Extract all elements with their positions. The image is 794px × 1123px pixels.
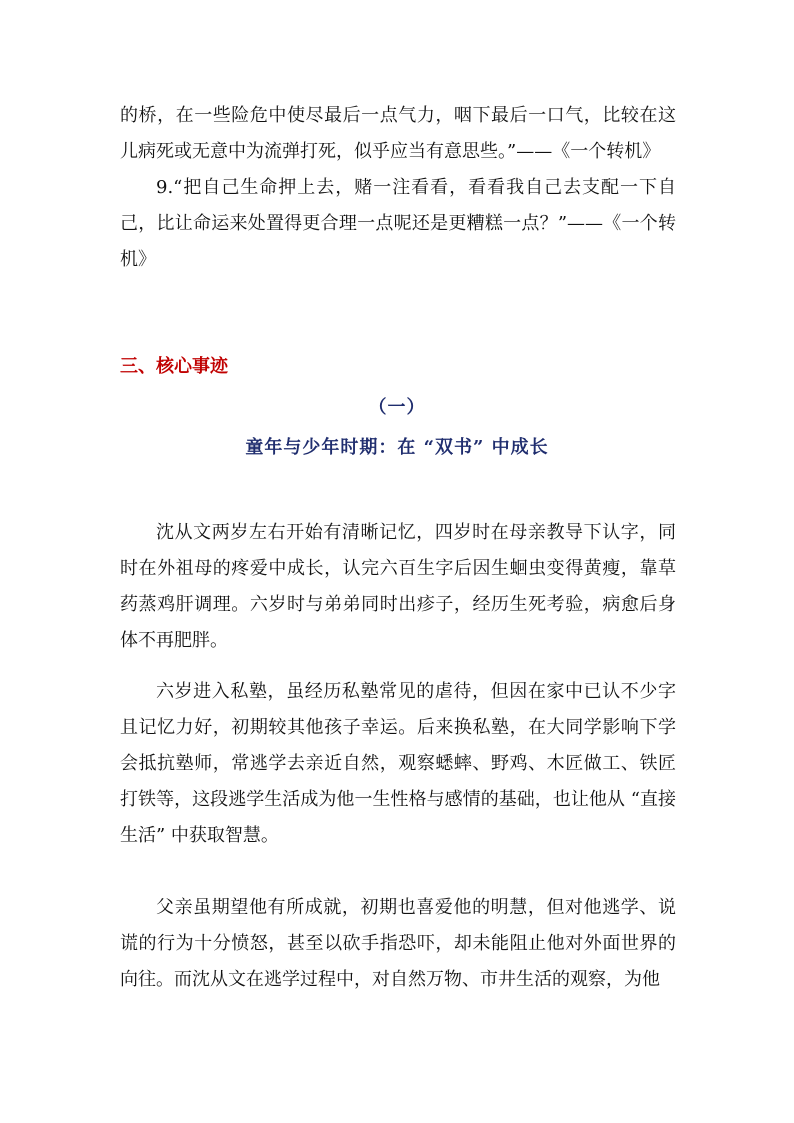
subsection-number: （一）	[368, 397, 426, 418]
body-paragraph: 六岁进入私塾，虽经历私塾常见的虐待，但因在家中已认不少字且记忆力好，初期较其他孩子幸运。后来换私塾，在大同学影响下学会抵抗塾师，常逃学去亲近自然，观察蟋蟀、野鸡、木匠做工、铁匠打铁等，这段逃学生活成为他一生性格与感情的基础，也让他从 “直接生活” 中获取智慧。	[120, 681, 676, 846]
continuation-paragraph: 的桥，在一些险危中使尽最后一点气力，咽下最后一口气，比较在这儿病死或无意中为流弹打死，似乎应当有意思些。”——《一个转机》	[120, 105, 676, 162]
body-paragraph: 沈从文两岁左右开始有清晰记忆，四岁时在母亲教导下认字，同时在外祖母的疼爱中成长，认完六百生字后因生蛔虫变得黄瘦，靠草药蒸鸡肝调理。六岁时与弟弟同时出疹子，经历生死考验，病愈后身体不再肥胖。	[120, 522, 676, 651]
quote-paragraph: 9.“把自己生命押上去，赌一注看看，看看我自己去支配一下自己，比让命运来处置得更合理一点呢还是更糟糕一点？”——《一个转机》	[120, 177, 676, 270]
body-paragraph: 父亲虽期望他有所成就，初期也喜爱他的明慧，但对他逃学、说谎的行为十分愤怒，甚至以砍手指恐吓，却未能阻止他对外面世界的向往。而沈从文在逃学过程中，对自然万物、市井生活的观察，为他	[120, 897, 676, 990]
subsection-title: 童年与少年时期：在 “双书” 中成长	[245, 437, 549, 458]
section-heading: 三、核心事迹	[120, 356, 228, 377]
